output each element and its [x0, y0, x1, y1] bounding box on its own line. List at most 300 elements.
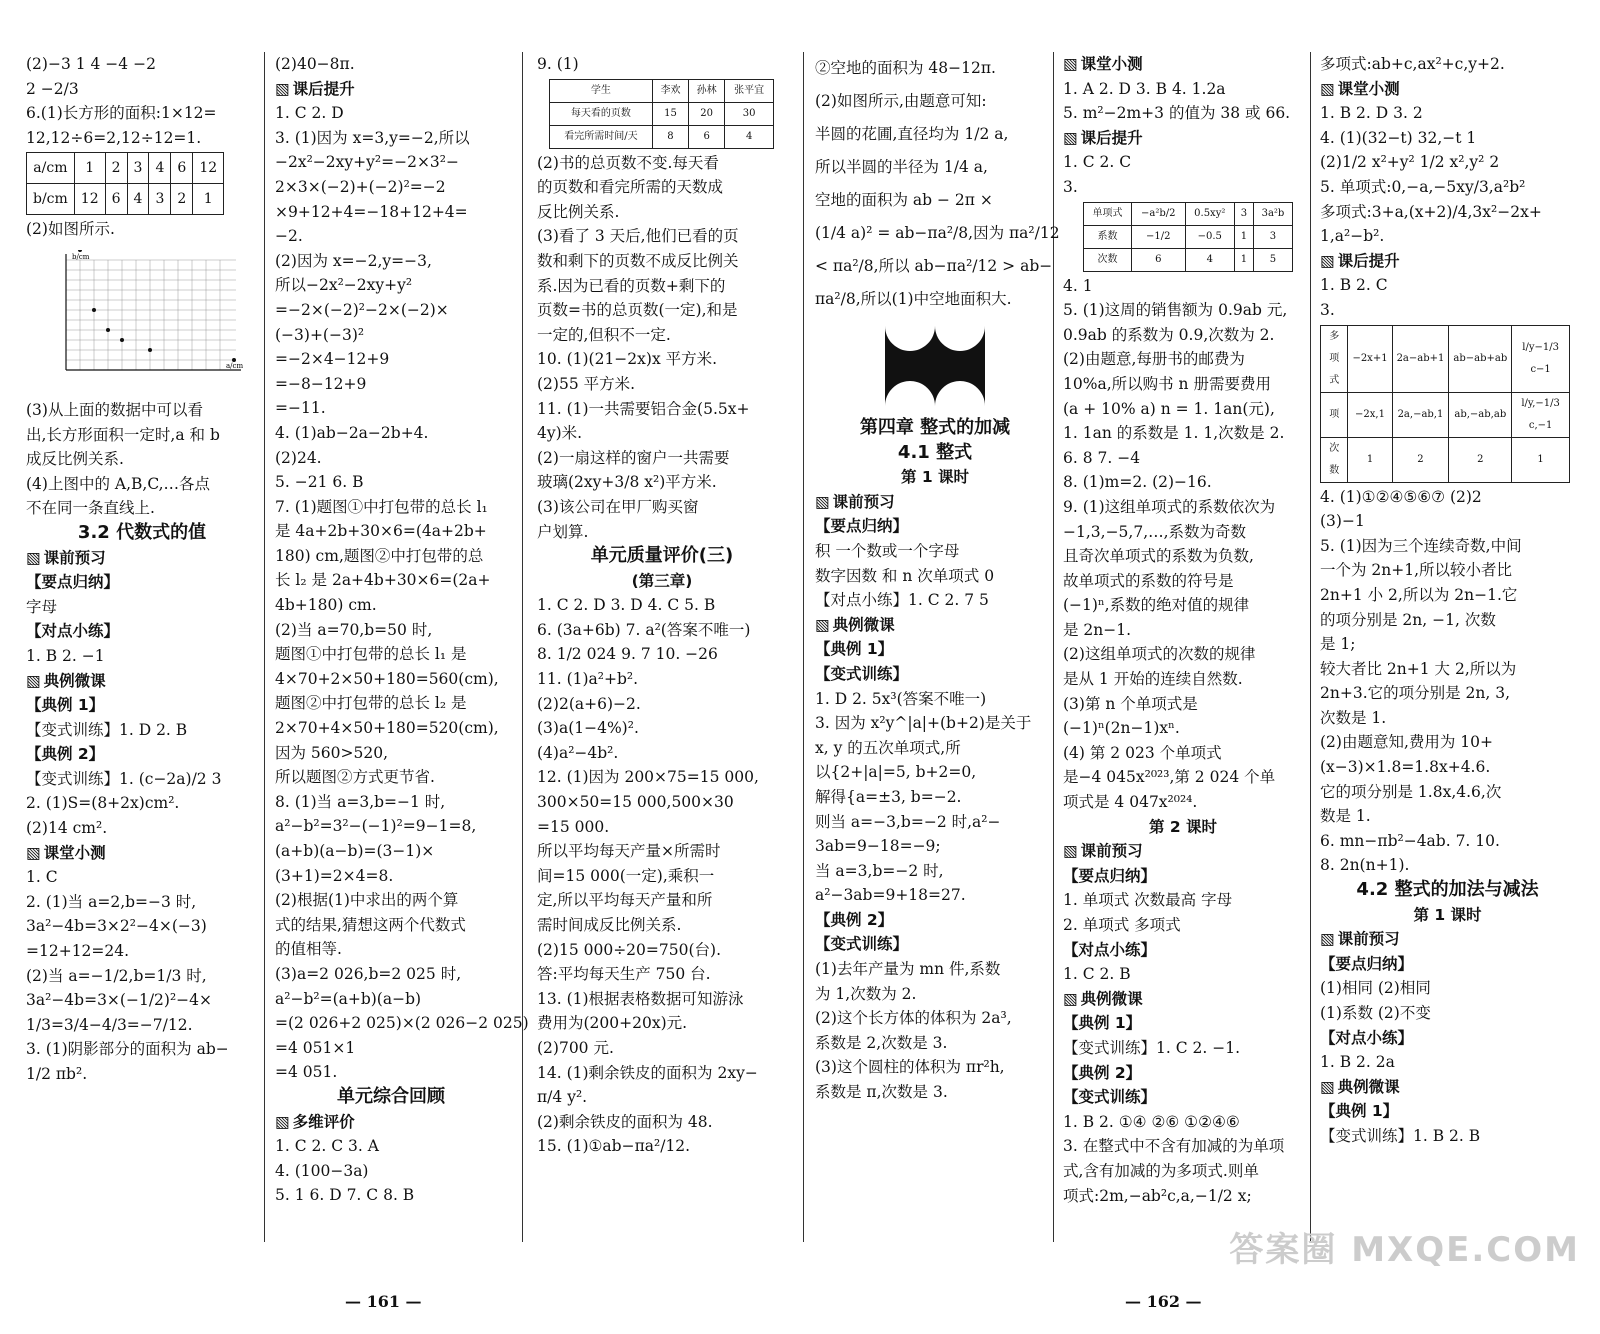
col2-line: (−3)+(−3)² — [275, 325, 365, 344]
col2-line: 3. (1)因为 x=3,y=−2,所以 — [275, 128, 470, 147]
col3-line: (第三章) — [631, 571, 693, 590]
table-cell: 看完所需时间/天 — [550, 125, 653, 148]
col5b-line: 是从 1 开始的连续自然数. — [1063, 670, 1243, 689]
col3-line: 玻璃(2xy+3/8 x²)平方米. — [537, 473, 717, 492]
col3-line: 户划算. — [537, 522, 589, 541]
col4a-line: 所以半圆的半径为 1/4 a, — [815, 158, 988, 176]
col6b-line: (3)−1 — [1320, 512, 1365, 531]
graph-xlabel: a/cm — [226, 361, 244, 370]
col5a-line: ▧ 课后提升 — [1063, 126, 1303, 151]
column-5 — [1063, 52, 1303, 1208]
col4b-line: 1. D 2. 5x³(答案不唯一) — [815, 689, 987, 708]
col6b-line: 的项分别是 2n, −1, 次数 — [1320, 610, 1496, 629]
col6b-line: (x−3)×1.8=1.8x+4.6. — [1320, 758, 1491, 777]
col6b-line: (1)相同 (2)相同 — [1320, 979, 1431, 998]
col4b-line: ▧ 课前预习 — [815, 490, 1055, 515]
col5a-line: 1. A 2. D 3. B 4. 1.2a — [1063, 79, 1226, 98]
col5b-line: 1. B 2. ①④ ②⑥ ①②④⑥ — [1063, 1112, 1240, 1131]
col6b-line: (2)由题意知,费用为 10+ — [1320, 733, 1494, 752]
col2-line: 180) cm,题图②中打包带的总 — [275, 546, 484, 565]
col2-line: 4b+180) cm. — [275, 596, 377, 615]
table-cell: 3 — [1253, 225, 1292, 248]
table-row — [27, 184, 224, 215]
table-ab — [26, 152, 224, 215]
col1c-line: 3a²−4b=3×2²−4×(−3) — [26, 917, 207, 936]
col4-b — [815, 490, 1055, 1105]
table-cell: −2x,1 — [1348, 392, 1392, 437]
col4b-line: (3)这个圆柱的体积为 πr²h, — [815, 1058, 1005, 1077]
col6b-line: 【对点小练】 — [1320, 1028, 1414, 1047]
col4b-line: x, y 的五次单项式,所 — [815, 738, 961, 757]
col4a-line: < πa²/8,所以 ab−πa²/12 > ab− — [815, 257, 1053, 275]
table-cell: 6 — [105, 184, 127, 215]
table-cell: 3 — [1235, 202, 1254, 225]
semicircle-figure — [885, 326, 985, 406]
table-cell: −1/2 — [1132, 225, 1186, 248]
col5b-line: −1,3,−5,7,…,系数为奇数 — [1063, 522, 1247, 541]
col4b-line: 数字因数 和 n 次单项式 0 — [815, 566, 995, 585]
col1-b-5: 不在同一条直线上. — [26, 499, 155, 518]
col2-line: 2×3×(−2)+(−2)²=−2 — [275, 177, 446, 196]
col5b-line: (a + 10% a) n = 1. 1an(元), — [1063, 399, 1275, 418]
col2-line: =−11. — [275, 399, 326, 418]
col2-line: 5. 1 6. D 7. C 8. B — [275, 1186, 415, 1205]
table-cell: 1 — [74, 153, 105, 184]
table-cell: 5 — [1253, 248, 1292, 271]
col3-line: 13. (1)根据表格数据可知游泳 — [537, 989, 744, 1008]
table-cell: 多项式 — [1321, 325, 1348, 392]
col3-line: (2)55 平方米. — [537, 374, 636, 393]
col3-line: 页数=书的总页数(一定),和是 — [537, 301, 738, 320]
col6b-line: 5. (1)因为三个连续奇数,中间 — [1320, 536, 1522, 555]
col3-line: (3)看了 3 天后,他们已看的页 — [537, 227, 739, 246]
col4b-line: 【变式训练】 — [815, 664, 909, 683]
col2-line: 4. (1)ab−2a−2b+4. — [275, 423, 429, 442]
col6b-line: 次数是 1. — [1320, 708, 1387, 727]
col1-b-4: (4)上图中的 A,B,C,…各点 — [26, 474, 211, 493]
table-cell: 2 — [105, 153, 127, 184]
col3-line: (4)a²−4b². — [537, 743, 619, 762]
table-cell: a/cm — [27, 153, 75, 184]
col4b-line: 积 一个数或一个字母 — [815, 541, 960, 560]
col1c-line: ▧ 课堂小测 — [26, 841, 258, 866]
col2-line: (2)40−8π. — [275, 55, 355, 73]
col5b-line: 6. 8 7. −4 — [1063, 448, 1141, 467]
col3-line: 8. 1/2 024 9. 7 10. −26 — [537, 645, 718, 664]
col6b-line: 【典例 1】 — [1320, 1102, 1399, 1121]
col6a-line: 1. B 2. D 3. 2 — [1320, 104, 1423, 123]
col6a-line: 多项式:ab+c,ax²+c,y+2. — [1320, 55, 1505, 73]
col4a-line: (2)如图所示,由题意可知: — [815, 92, 987, 110]
col5b-line: 8. (1)m=2. (2)−16. — [1063, 473, 1212, 492]
table-cell: 1 — [1235, 225, 1254, 248]
column-4 — [815, 52, 1060, 1105]
col2-line: 题图②中打包带的总长 l₂ 是 — [275, 694, 467, 713]
col5a-line: 1. C 2. C — [1063, 153, 1132, 172]
col6b-line: ▧ 典例微课 — [1320, 1075, 1575, 1100]
col4b-line: ▧ 典例微课 — [815, 613, 1055, 638]
table-row — [1084, 225, 1293, 248]
col1c-line: 1/3=3/4−4/3=−7/12. — [26, 1015, 193, 1034]
col6b-line: 1. B 2. 2a — [1320, 1053, 1395, 1072]
table-cell: −0.5 — [1185, 225, 1234, 248]
table-cell: 1 — [193, 184, 224, 215]
col5-a — [1063, 52, 1303, 200]
table-row — [1321, 325, 1570, 392]
table-cell: 系数 — [1084, 225, 1132, 248]
col5b-line: 【要点归纳】 — [1063, 866, 1157, 885]
col5b-line: 【对点小练】 — [1063, 940, 1157, 959]
col2-line: −2. — [275, 227, 303, 246]
table-cell: 张平宜 — [725, 79, 774, 102]
col4a-line: 半圆的花圃,直径均为 1/2 a, — [815, 125, 1009, 143]
col4b-line: a²−3ab=9+18=27. — [815, 886, 966, 905]
col3-line: 定,所以平均每天产量和所 — [537, 891, 713, 910]
table-cell: 6 — [689, 125, 725, 148]
section-3-2-title: 3.2 代数式的值 — [77, 521, 207, 543]
table-cell: 学生 — [550, 79, 653, 102]
col4b-line: 3. 因为 x²y^|a|+(b+2)是关于 — [815, 714, 1032, 733]
col2-line: 单元综合回顾 — [337, 1085, 445, 1107]
col3-line: 反比例关系. — [537, 202, 620, 221]
col3-line: π/4 y². — [537, 1088, 588, 1107]
col1-line: (2)−3 1 4 −4 −2 — [26, 55, 156, 73]
col6b-line: 是 1; — [1320, 635, 1356, 654]
col1c-line: 1. B 2. −1 — [26, 646, 105, 665]
table-cell: 12 — [74, 184, 105, 215]
col6a-line: 3. — [1320, 300, 1335, 319]
column-1 — [26, 52, 258, 1087]
col1-b-1: (3)从上面的数据中可以看 — [26, 400, 203, 419]
col2-lines — [275, 52, 529, 1208]
col2-line: ▧ 多维评价 — [275, 1110, 507, 1135]
col1c-line: (2)当 a=−1/2,b=1/3 时, — [26, 966, 207, 985]
table-cell: 3a²b — [1253, 202, 1292, 225]
col4b-line: 【要点归纳】 — [815, 517, 909, 536]
col6b-line: 8. 2n(n+1). — [1320, 856, 1410, 875]
col6b-line: 较大者比 2n+1 大 2,所以为 — [1320, 659, 1517, 678]
table-cell: 20 — [689, 102, 725, 125]
table-cell: 2a−ab+1 — [1392, 325, 1449, 392]
col6-a — [1320, 52, 1575, 323]
col4b-line: 【典例 1】 — [815, 640, 894, 659]
table-cell: −2x+1 — [1348, 325, 1392, 392]
col3-line: (2)2(a+6)−2. — [537, 694, 641, 713]
col6b-line: 4.2 整式的加法与减法 — [1356, 879, 1539, 901]
inverse-graph — [46, 250, 246, 390]
col3-line: 6. (3a+6b) 7. a²(答案不唯一) — [537, 620, 751, 639]
col1c-line: 1. C — [26, 868, 58, 887]
col4b-line: 【变式训练】 — [815, 935, 909, 954]
col6a-line: 多项式:3+a,(x+2)/4,3x²−2x+ — [1320, 202, 1542, 221]
col1-top — [26, 52, 258, 150]
col5b-line: 1. 单项式 次数最高 字母 — [1063, 891, 1233, 910]
col1c-line: (2)14 cm². — [26, 819, 108, 838]
col5b-line: 【变式训练】 — [1063, 1088, 1157, 1107]
col5b-line: (3)第 n 个单项式是 — [1063, 694, 1198, 713]
col2-line: a²−b²=3²−(−1)²=9−1=8, — [275, 817, 477, 836]
col2-line: =−8−12+9 — [275, 374, 367, 393]
col5b-line: 2. 单项式 多项式 — [1063, 916, 1181, 934]
col6b-line: 数是 1. — [1320, 807, 1371, 826]
col6b-line: 4. (1)①②④⑤⑥⑦ (2)2 — [1320, 487, 1482, 506]
col5b-line: 9. (1)这组单项式的系数依次为 — [1063, 497, 1276, 516]
col2-line: 5. −21 6. B — [275, 473, 364, 492]
table-cell: 6 — [171, 153, 193, 184]
col5b-line: 是 2n−1. — [1063, 620, 1132, 639]
col2-line: 4. (100−3a) — [275, 1161, 369, 1180]
col5b-line: 5. (1)这周的销售额为 0.9ab 元, — [1063, 301, 1288, 320]
section-4-1-title: 4.1 整式 — [897, 441, 973, 463]
column-3 — [537, 52, 787, 1159]
col1c-line: 【典例 2】 — [26, 745, 105, 764]
col3-line: 答:平均每天生产 750 台. — [537, 965, 711, 984]
col4b-line: 为 1,次数为 2. — [815, 984, 917, 1003]
col3-line: 费用为(200+20x)元. — [537, 1014, 688, 1033]
col3-line: (2)书的总页数不变.每天看 — [537, 153, 719, 172]
table-cell: 孙林 — [689, 79, 725, 102]
col6a-line: 1. B 2. C — [1320, 276, 1388, 295]
col6b-line: 一个为 2n+1,所以较小者比 — [1320, 561, 1513, 580]
graph-ylabel: b/cm — [72, 252, 90, 261]
col1c-line: 字母 — [26, 597, 58, 616]
col6b-line: 它的项分别是 1.8x,4.6,次 — [1320, 782, 1502, 801]
col2-line: ▧ 课后提升 — [275, 77, 507, 102]
lesson-1-title: 第 1 课时 — [900, 468, 970, 487]
table-row — [1321, 392, 1570, 437]
col2-line: 1. C 2. D — [275, 104, 344, 123]
col1c-line: 2. (1)当 a=2,b=−3 时, — [26, 892, 197, 911]
col4b-line: (2)这个长方体的体积为 2a³, — [815, 1009, 1012, 1028]
col5b-line: (4) 第 2 023 个单项式 — [1063, 743, 1222, 762]
col3-line: 11. (1)a²+b². — [537, 670, 639, 689]
col2-line: 题图①中打包带的总长 l₁ 是 — [275, 645, 467, 664]
col2-line: =−2×(−2)²−2×(−2)× — [275, 300, 449, 319]
col3-line: 系.因为已看的页数+剩下的 — [537, 276, 726, 295]
column-2 — [275, 52, 529, 1208]
col3-line: (2)15 000÷20=750(台). — [537, 940, 721, 959]
col1c-line: ▧ 典例微课 — [26, 669, 258, 694]
col2-line: (2)当 a=70,b=50 时, — [275, 620, 433, 639]
col6a-line: ▧ 课后提升 — [1320, 249, 1575, 274]
table-row — [1084, 248, 1293, 271]
col3-line: (3)该公司在甲厂购买窗 — [537, 497, 699, 516]
col5b-line: ▧ 课前预习 — [1063, 839, 1303, 864]
col3-line: 数和剩下的页数不成反比例关 — [537, 251, 739, 270]
col6b-line: ▧ 课前预习 — [1320, 927, 1575, 952]
col6b-line: 6. mn−πb²−4ab. 7. 10. — [1320, 831, 1500, 850]
table-cell: 4 — [1185, 248, 1234, 271]
col2-line: =4 051. — [275, 1063, 338, 1082]
table-cell: 次数 — [1084, 248, 1132, 271]
col2-line: 是 4a+2b+30×6=(4a+2b+ — [275, 522, 487, 541]
col5b-line: 项式是 4 047x²⁰²⁴. — [1063, 793, 1198, 812]
col5b-line: 10%a,所以购书 n 册需要费用 — [1063, 374, 1271, 393]
col3-lines — [537, 151, 787, 1159]
col4a-line: ②空地的面积为 48−12π. — [815, 59, 996, 77]
col2-line: 式的结果,猜想这两个代数式 — [275, 915, 466, 934]
col5a-line: ▧ 课堂小测 — [1063, 52, 1303, 77]
table-row — [1321, 437, 1570, 482]
col1c-line: =12+12=24. — [26, 942, 130, 961]
col5b-line: 4. 1 — [1063, 276, 1093, 295]
col4b-line: 以{2+|a|=5, b+2=0, — [815, 763, 977, 782]
table-row — [1084, 202, 1293, 225]
col5b-line: (2)由题意,每册书的邮费为 — [1063, 350, 1245, 369]
table-row — [550, 125, 774, 148]
col5b-line: (−1)ⁿ(2n−1)xⁿ. — [1063, 719, 1180, 738]
col3-line: 一定的,但积不一定. — [537, 325, 671, 344]
table-cell: b/cm — [27, 184, 75, 215]
col5b-line: 第 2 课时 — [1148, 817, 1218, 836]
table-cell: 30 — [725, 102, 774, 125]
col5b-line: 0.9ab 的系数为 0.9,次数为 2. — [1063, 325, 1275, 344]
col5b-line: 故单项式的系数的符号是 — [1063, 571, 1234, 590]
col2-line: (3+1)=2×4=8. — [275, 866, 394, 885]
table-cell: 单项式 — [1084, 202, 1132, 225]
col6b-line: 第 1 课时 — [1413, 905, 1482, 924]
col2-line: (3)a=2 026,b=2 025 时, — [275, 964, 462, 983]
col4b-line: 3ab=9−18=−9; — [815, 837, 941, 856]
col5b-line: 式,含有加减的为多项式.则单 — [1063, 1161, 1259, 1180]
col4b-line: 则当 a=−3,b=−2 时,a²− — [815, 812, 1001, 831]
col3-line: 11. (1)一共需要铝合金(5.5x+ — [537, 399, 750, 418]
col6b-line: 2n+3.它的项分别是 2n, 3, — [1320, 684, 1511, 703]
col4a-line: 空地的面积为 ab − 2π × — [815, 191, 993, 209]
col1c-line: 【要点归纳】 — [26, 573, 120, 592]
page-number-right: — 162 — — [1125, 1292, 1202, 1311]
col4b-line: 当 a=3,b=−2 时, — [815, 861, 944, 880]
table-cell: ab,−ab,ab — [1449, 392, 1512, 437]
table-cell: 4 — [149, 153, 171, 184]
table-cell: −a²b/2 — [1132, 202, 1186, 225]
chapter-4-title: 第四章 整式的加减 — [859, 417, 1011, 438]
col2-line: (2)因为 x=−2,y=−3, — [275, 251, 432, 270]
col2-line: 2×70+4×50+180=520(cm), — [275, 719, 499, 738]
col5b-line: ▧ 典例微课 — [1063, 987, 1303, 1012]
col1c-line: 3a²−4b=3×(−1/2)²−4× — [26, 991, 212, 1010]
col5a-line: 3. — [1063, 177, 1078, 196]
table-cell: 1 — [1512, 437, 1570, 482]
table-cell: 4 — [725, 125, 774, 148]
col2-line: =(2 026+2 025)×(2 026−2 025) — [275, 1014, 529, 1033]
table-cell: 2a,−ab,1 — [1392, 392, 1449, 437]
table-cell: l/y,−1/3 c,−1 — [1512, 392, 1570, 437]
col5b-line: 3. 在整式中不含有加减的为单项 — [1063, 1137, 1285, 1156]
col1c-line: 【变式训练】1. D 2. B — [26, 720, 188, 739]
col5b-line: 【典例 2】 — [1063, 1063, 1142, 1082]
col4b-line: (1)去年产量为 mn 件,系数 — [815, 960, 1001, 979]
col4-a — [815, 52, 1060, 316]
table-cell: 次数 — [1321, 437, 1348, 482]
col5b-line: 且奇次单项式的系数为负数, — [1063, 547, 1254, 566]
watermark-logo: 答案圈 MXQE.COM — [1229, 1230, 1580, 1270]
col1c-line: 【对点小练】 — [26, 622, 120, 641]
col1-line: 2 −2/3 — [26, 79, 79, 98]
col1c-line: 【典例 1】 — [26, 696, 105, 715]
col3-line: 300×50=15 000,500×30 — [537, 793, 734, 812]
table-polynomial — [1320, 325, 1570, 483]
table-cell: 2 — [1449, 437, 1512, 482]
col1-c — [26, 546, 258, 1087]
col2-line: (2)根据(1)中求出的两个算 — [275, 891, 459, 910]
col2-line: 7. (1)题图①中打包带的总长 l₁ — [275, 497, 488, 516]
col5b-line: (2)这组单项式的次数的规律 — [1063, 645, 1256, 664]
col5b-line: 1. 1an 的系数是 1. 1,次数是 2. — [1063, 424, 1285, 443]
col6a-line: 1,a²−b². — [1320, 227, 1385, 246]
col3-line: (2)一扇这样的窗户一共需要 — [537, 448, 730, 467]
table-cell: 12 — [193, 153, 224, 184]
table-cell: 4 — [127, 184, 149, 215]
column-6 — [1320, 52, 1575, 1149]
table-cell: 0.5xy² — [1185, 202, 1234, 225]
table-cell: 每天看的页数 — [550, 102, 653, 125]
col3-line: 10. (1)(21−2x)x 平方米. — [537, 350, 718, 369]
col2-line: 的值相等. — [275, 940, 342, 959]
col2-line: =4 051×1 — [275, 1038, 356, 1057]
col3-line: 12. (1)因为 200×75=15 000, — [537, 768, 759, 787]
col4b-line: 解得{a=±3, b=−2. — [815, 787, 962, 806]
col5-b — [1063, 274, 1303, 1209]
col5b-line: 【变式训练】1. C 2. −1. — [1063, 1038, 1240, 1057]
table-cell: 1 — [1235, 248, 1254, 271]
col2-line: −2x²−2xy+y²=−2×3²− — [275, 153, 459, 172]
table-cell: 1 — [1348, 437, 1392, 482]
col4b-line: 系数是 π,次数是 3. — [815, 1083, 948, 1102]
col2-line: (2)24. — [275, 448, 322, 467]
col4b-line: 系数是 2,次数是 3. — [815, 1033, 948, 1052]
col5a-line: 5. m²−2m+3 的值为 38 或 66. — [1063, 104, 1291, 123]
col1-b-2: 出,长方形面积一定时,a 和 b — [26, 425, 220, 444]
col2-line: 1. C 2. C 3. A — [275, 1137, 379, 1156]
table-cell: 2 — [171, 184, 193, 215]
col6b-line: 【要点归纳】 — [1320, 954, 1414, 973]
col2-line: 因为 560>520, — [275, 743, 389, 762]
page-number-left: — 161 — — [345, 1292, 422, 1311]
col2-line: (a+b)(a−b)=(3−1)× — [275, 842, 435, 860]
table-cell: 8 — [652, 125, 688, 148]
col5b-line: 【典例 1】 — [1063, 1014, 1142, 1033]
table-row — [27, 153, 224, 184]
table-cell: 项 — [1321, 392, 1348, 437]
col1c-line: 1/2 πb². — [26, 1065, 88, 1083]
table-cell: 李欢 — [652, 79, 688, 102]
col6a-line: 4. (1)(32−t) 32,−t 1 — [1320, 128, 1477, 147]
col3-line: 所以平均每天产量×所需时 — [537, 842, 721, 861]
col3-line: 单元质量评价(三) — [590, 545, 734, 567]
col1-b-3: 成反比例关系. — [26, 450, 124, 469]
table-cell: 15 — [652, 102, 688, 125]
col6b-line: 2n+1 小 2,所以为 2n−1.它 — [1320, 585, 1518, 604]
col2-line: =−2×4−12+9 — [275, 350, 390, 369]
col1-line: 6.(1)长方形的面积:1×12= — [26, 104, 217, 123]
col3-line: 4y)米. — [537, 424, 583, 443]
col2-line: 长 l₂ 是 2a+4b+30×6=(2a+ — [275, 571, 491, 590]
table-cell: 2 — [1392, 437, 1449, 482]
q9-head: 9. (1) — [537, 55, 579, 73]
col6a-line: ▧ 课堂小测 — [1320, 77, 1575, 102]
col6b-line: (1)系数 (2)不变 — [1320, 1004, 1431, 1022]
col4a-line: πa²/8,所以(1)中空地面积大. — [815, 290, 1012, 308]
col3-line: 1. C 2. D 3. D 4. C 5. B — [537, 596, 716, 615]
col1-caption: (2)如图所示. — [26, 220, 115, 239]
col3-line: (2)剩余铁皮的面积为 48. — [537, 1112, 713, 1131]
col3-line: 15. (1)①ab−πa²/12. — [537, 1137, 691, 1156]
col3-line: =15 000. — [537, 817, 610, 836]
col3-line: (2)700 元. — [537, 1038, 614, 1057]
col6-b — [1320, 485, 1575, 1149]
col5b-line: 1. C 2. B — [1063, 965, 1131, 984]
